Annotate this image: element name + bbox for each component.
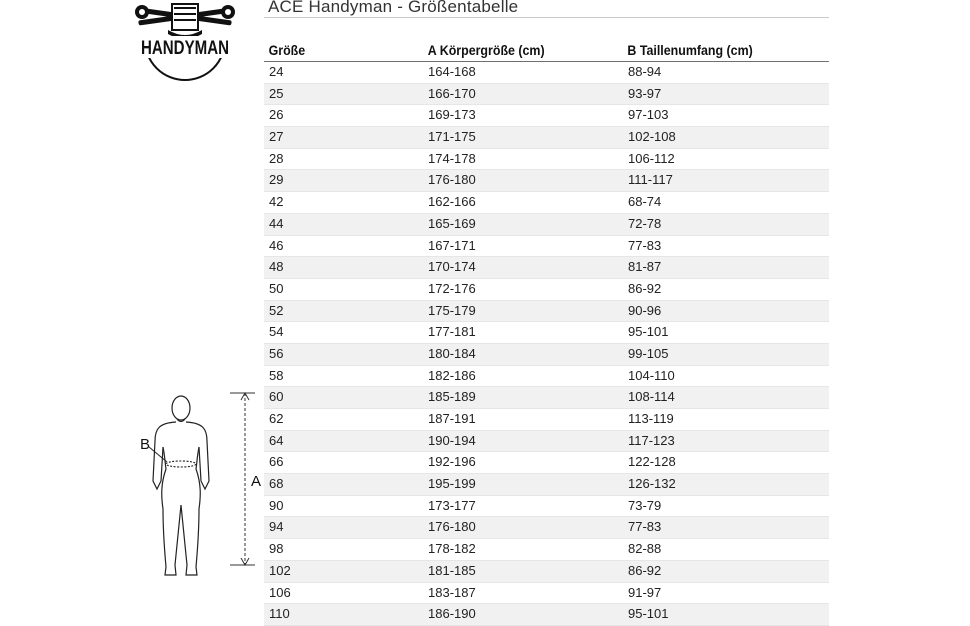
cell-height: 190-194: [428, 432, 476, 448]
cell-size: 106: [269, 584, 291, 600]
cell-height: 176-180: [428, 519, 476, 535]
table-row: [264, 604, 829, 626]
cell-waist: 97-103: [628, 107, 669, 123]
table-row: [264, 192, 829, 214]
page-title: ACE Handyman - Größentabelle: [268, 0, 519, 16]
cell-height: 165-169: [428, 215, 476, 231]
cell-waist: 91-97: [628, 584, 662, 600]
cell-size: 44: [269, 215, 284, 231]
table-row: [264, 84, 829, 106]
table-row: [264, 474, 829, 496]
cell-size: 48: [269, 259, 284, 275]
cell-height: 177-181: [428, 324, 476, 340]
cell-size: 42: [269, 194, 284, 210]
table-row: [264, 322, 829, 344]
table-row: [264, 583, 829, 605]
table-row: [264, 387, 829, 409]
cell-height: 166-170: [428, 85, 476, 101]
cell-height: 170-174: [428, 259, 476, 275]
cell-height: 175-179: [428, 302, 476, 318]
cell-height: 192-196: [428, 454, 476, 470]
size-table: [264, 40, 829, 626]
table-row: [264, 62, 829, 84]
cell-waist: 122-128: [628, 454, 676, 470]
cell-size: 25: [269, 85, 284, 101]
cell-size: 24: [269, 64, 284, 79]
table-row: [264, 257, 829, 279]
cell-height: 173-177: [428, 497, 476, 513]
body-measurement-figure: [135, 385, 270, 600]
cell-waist: 111-117: [628, 172, 673, 188]
cell-size: 26: [269, 107, 284, 123]
cell-waist: 95-101: [628, 606, 669, 622]
cell-height: 182-186: [428, 367, 476, 383]
cell-size: 46: [269, 237, 284, 253]
cell-height: 171-175: [428, 129, 476, 145]
body-outline: [153, 396, 209, 575]
cell-waist: 73-79: [628, 497, 662, 513]
cell-height: 185-189: [428, 389, 476, 405]
table-row: [264, 127, 829, 149]
label-a: A: [251, 473, 262, 490]
cell-size: 27: [269, 129, 284, 145]
cell-waist: 77-83: [628, 519, 662, 535]
cell-waist: 95-101: [628, 324, 669, 340]
cell-height: 186-190: [428, 606, 476, 622]
table-header: [264, 40, 829, 62]
cell-waist: 90-96: [628, 302, 662, 318]
fist-icon: [168, 4, 202, 39]
table-row: [264, 496, 829, 518]
cell-waist: 106-112: [628, 150, 675, 166]
cell-height: 178-182: [428, 541, 476, 557]
cell-height: 164-168: [428, 64, 476, 79]
logo-text: HANDYMAN: [141, 38, 229, 59]
cell-size: 66: [269, 454, 284, 470]
cell-waist: 99-105: [628, 345, 669, 361]
cell-waist: 72-78: [628, 215, 662, 231]
cell-waist: 108-114: [628, 389, 675, 405]
cell-waist: 86-92: [628, 562, 662, 578]
cell-height: 187-191: [428, 411, 476, 426]
cell-waist: 81-87: [628, 259, 662, 275]
cell-size: 56: [269, 345, 284, 361]
table-row: [264, 301, 829, 323]
cell-waist: 88-94: [628, 64, 662, 79]
cell-height: 180-184: [428, 345, 476, 361]
table-row: [264, 279, 829, 301]
cell-size: 58: [269, 367, 284, 383]
table-row: [264, 561, 829, 583]
cell-waist: 113-119: [628, 411, 674, 426]
cell-waist: 126-132: [628, 476, 676, 492]
cell-size: 64: [269, 432, 284, 448]
title-divider: [264, 17, 829, 18]
cell-height: 172-176: [428, 280, 476, 296]
table-row: [264, 214, 829, 236]
cell-size: 28: [269, 150, 284, 166]
table-row: [264, 539, 829, 561]
table-row: [264, 236, 829, 258]
cell-waist: 68-74: [628, 194, 662, 210]
col-header-waist: B Taillenumfang (cm): [627, 43, 753, 58]
cell-waist: 82-88: [628, 541, 662, 557]
table-row: [264, 366, 829, 388]
label-b: B: [140, 436, 151, 453]
cell-height: 169-173: [428, 107, 476, 123]
cell-size: 60: [269, 389, 284, 405]
cell-size: 54: [269, 324, 284, 340]
cell-height: 176-180: [428, 172, 476, 188]
table-row: [264, 452, 829, 474]
cell-size: 94: [269, 519, 284, 535]
table-row: [264, 105, 829, 127]
table-row: [264, 149, 829, 171]
table-row: [264, 344, 829, 366]
table-body: [264, 62, 829, 626]
col-header-height: A Körpergröße (cm): [427, 43, 545, 58]
waist-measure-line: [166, 461, 196, 467]
cell-size: 110: [269, 606, 290, 622]
table-row: [264, 431, 829, 453]
cell-size: 98: [269, 541, 284, 557]
table-row: [264, 517, 829, 539]
cell-size: 62: [269, 411, 284, 426]
table-row: [264, 409, 829, 431]
cell-height: 195-199: [428, 476, 476, 492]
cell-height: 167-171: [428, 237, 476, 253]
cell-waist: 93-97: [628, 85, 662, 101]
table-row: [264, 170, 829, 192]
cell-size: 90: [269, 497, 284, 513]
cell-waist: 102-108: [628, 129, 676, 145]
col-header-size: Größe: [268, 43, 306, 58]
handyman-logo: [130, 0, 240, 75]
cell-size: 68: [269, 476, 284, 492]
cell-height: 174-178: [428, 150, 476, 166]
cell-size: 29: [269, 172, 284, 188]
cell-height: 183-187: [428, 584, 476, 600]
cell-height: 181-185: [428, 562, 476, 578]
cell-waist: 117-123: [628, 432, 675, 448]
cell-waist: 86-92: [628, 280, 662, 296]
cell-waist: 104-110: [628, 367, 675, 383]
cell-size: 52: [269, 302, 284, 318]
cell-height: 162-166: [428, 194, 476, 210]
cell-waist: 77-83: [628, 237, 662, 253]
cell-size: 102: [269, 562, 291, 578]
cell-size: 50: [269, 280, 284, 296]
